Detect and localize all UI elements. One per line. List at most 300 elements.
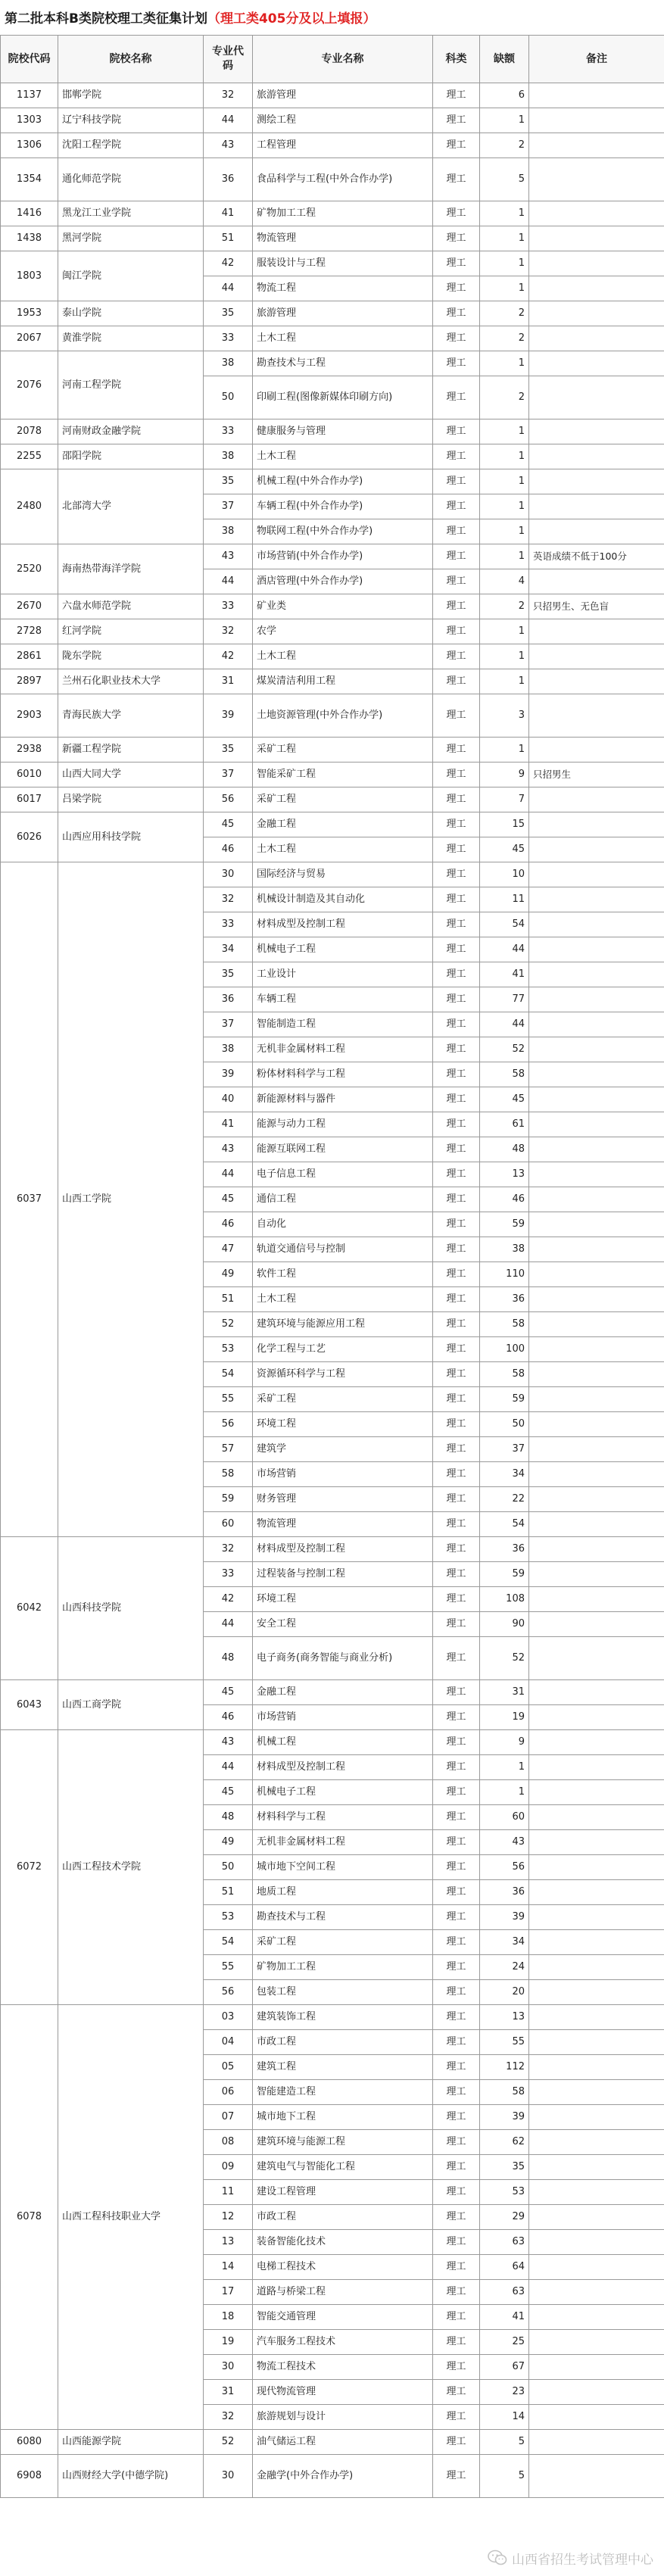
quota-cell: 55 bbox=[480, 2030, 529, 2055]
table-row bbox=[1, 544, 664, 569]
table-row bbox=[1, 644, 664, 669]
quota-cell: 45 bbox=[480, 1087, 529, 1112]
major-code-cell: 50 bbox=[204, 1855, 253, 1880]
major-name-cell: 工程管理 bbox=[253, 133, 433, 158]
subject-cell: 理工 bbox=[433, 1312, 480, 1337]
subject-cell: 理工 bbox=[433, 1487, 480, 1512]
subject-cell: 理工 bbox=[433, 787, 480, 812]
major-name-cell: 金融工程 bbox=[253, 812, 433, 837]
subject-cell: 理工 bbox=[433, 1830, 480, 1855]
school-name-cell: 河南工程学院 bbox=[58, 351, 204, 419]
subject-cell: 理工 bbox=[433, 2355, 480, 2380]
table-row bbox=[1, 1680, 664, 1705]
quota-cell: 34 bbox=[480, 1930, 529, 1955]
note-cell bbox=[529, 2105, 664, 2130]
major-code-cell: 06 bbox=[204, 2080, 253, 2105]
quota-cell: 41 bbox=[480, 962, 529, 987]
note-cell bbox=[529, 1537, 664, 1562]
school-name-cell: 黑河学院 bbox=[58, 226, 204, 251]
major-code-cell: 50 bbox=[204, 376, 253, 419]
page-title-highlight: （理工类405分及以上填报） bbox=[207, 11, 376, 27]
note-cell bbox=[529, 912, 664, 937]
table-row bbox=[1, 469, 664, 494]
major-name-cell: 物流管理 bbox=[253, 226, 433, 251]
note-cell bbox=[529, 301, 664, 326]
major-name-cell: 过程装备与控制工程 bbox=[253, 1562, 433, 1587]
major-name-cell: 测绘工程 bbox=[253, 108, 433, 133]
school-code-cell: 6908 bbox=[1, 2455, 58, 2498]
quota-cell: 52 bbox=[480, 1037, 529, 1062]
subject-cell: 理工 bbox=[433, 2155, 480, 2180]
table-row bbox=[1, 812, 664, 837]
major-code-cell: 37 bbox=[204, 494, 253, 519]
major-code-cell: 13 bbox=[204, 2230, 253, 2255]
table-row bbox=[1, 251, 664, 276]
subject-cell: 理工 bbox=[433, 226, 480, 251]
major-name-cell: 物流工程 bbox=[253, 276, 433, 301]
school-name-cell: 新疆工程学院 bbox=[58, 738, 204, 763]
major-name-cell: 能源互联网工程 bbox=[253, 1137, 433, 1162]
major-code-cell: 44 bbox=[204, 1612, 253, 1637]
major-code-cell: 45 bbox=[204, 1680, 253, 1705]
quota-cell: 34 bbox=[480, 1462, 529, 1487]
major-name-cell: 土木工程 bbox=[253, 644, 433, 669]
quota-cell: 100 bbox=[480, 1337, 529, 1362]
quota-cell: 46 bbox=[480, 1187, 529, 1212]
major-code-cell: 53 bbox=[204, 1337, 253, 1362]
quota-cell: 9 bbox=[480, 763, 529, 787]
page-title bbox=[5, 6, 376, 32]
major-code-cell: 31 bbox=[204, 669, 253, 694]
admission-plan-table bbox=[0, 35, 664, 2498]
subject-cell: 理工 bbox=[433, 2030, 480, 2055]
major-code-cell: 34 bbox=[204, 937, 253, 962]
major-code-cell: 05 bbox=[204, 2055, 253, 2080]
note-cell bbox=[529, 419, 664, 444]
major-code-cell: 56 bbox=[204, 787, 253, 812]
subject-cell: 理工 bbox=[433, 1437, 480, 1462]
subject-cell: 理工 bbox=[433, 2430, 480, 2455]
table-row bbox=[1, 1730, 664, 1755]
major-code-cell: 33 bbox=[204, 326, 253, 351]
major-name-cell: 工业设计 bbox=[253, 962, 433, 987]
note-cell bbox=[529, 1462, 664, 1487]
subject-cell: 理工 bbox=[433, 2330, 480, 2355]
quota-cell: 1 bbox=[480, 201, 529, 226]
major-name-cell: 旅游规划与设计 bbox=[253, 2405, 433, 2430]
school-name-cell: 山西科技学院 bbox=[58, 1537, 204, 1680]
subject-cell: 理工 bbox=[433, 1680, 480, 1705]
major-name-cell: 智能采矿工程 bbox=[253, 763, 433, 787]
table-row bbox=[1, 444, 664, 469]
quota-cell: 22 bbox=[480, 1487, 529, 1512]
watermark-text: 山西省招生考试管理中心 bbox=[512, 2552, 653, 2568]
major-code-cell: 58 bbox=[204, 1462, 253, 1487]
subject-cell: 理工 bbox=[433, 2180, 480, 2205]
major-name-cell: 电子信息工程 bbox=[253, 1162, 433, 1187]
subject-cell: 理工 bbox=[433, 519, 480, 544]
wechat-icon bbox=[488, 2549, 507, 2566]
major-name-cell: 化学工程与工艺 bbox=[253, 1337, 433, 1362]
note-cell bbox=[529, 862, 664, 887]
note-cell bbox=[529, 2005, 664, 2030]
quota-cell: 3 bbox=[480, 694, 529, 738]
note-cell bbox=[529, 2430, 664, 2455]
subject-cell: 理工 bbox=[433, 1037, 480, 1062]
school-code-cell: 6017 bbox=[1, 787, 58, 812]
school-name-cell: 青海民族大学 bbox=[58, 694, 204, 738]
major-name-cell: 市政工程 bbox=[253, 2205, 433, 2230]
subject-cell: 理工 bbox=[433, 1780, 480, 1805]
note-cell: 英语成绩不低于100分 bbox=[529, 544, 664, 569]
note-cell bbox=[529, 1412, 664, 1437]
school-code-cell: 6037 bbox=[1, 862, 58, 1537]
subject-cell: 理工 bbox=[433, 108, 480, 133]
table-row bbox=[1, 201, 664, 226]
major-code-cell: 36 bbox=[204, 987, 253, 1012]
school-name-cell: 山西工程科技职业大学 bbox=[58, 2005, 204, 2430]
subject-cell: 理工 bbox=[433, 1137, 480, 1162]
major-name-cell: 新能源材料与器件 bbox=[253, 1087, 433, 1112]
subject-cell: 理工 bbox=[433, 594, 480, 619]
table-row bbox=[1, 108, 664, 133]
quota-cell: 43 bbox=[480, 1830, 529, 1855]
school-code-cell: 2897 bbox=[1, 669, 58, 694]
major-name-cell: 勘查技术与工程 bbox=[253, 351, 433, 376]
table-row bbox=[1, 619, 664, 644]
note-cell bbox=[529, 494, 664, 519]
subject-cell: 理工 bbox=[433, 1730, 480, 1755]
subject-cell: 理工 bbox=[433, 2230, 480, 2255]
school-name-cell: 邯郸学院 bbox=[58, 83, 204, 108]
major-name-cell: 建筑装饰工程 bbox=[253, 2005, 433, 2030]
subject-cell: 理工 bbox=[433, 1587, 480, 1612]
major-code-cell: 32 bbox=[204, 83, 253, 108]
quota-cell: 2 bbox=[480, 133, 529, 158]
major-code-cell: 44 bbox=[204, 108, 253, 133]
quota-cell: 1 bbox=[480, 469, 529, 494]
major-name-cell: 土地资源管理(中外合作办学) bbox=[253, 694, 433, 738]
major-code-cell: 33 bbox=[204, 594, 253, 619]
major-code-cell: 18 bbox=[204, 2305, 253, 2330]
note-cell bbox=[529, 837, 664, 862]
school-code-cell: 6026 bbox=[1, 812, 58, 862]
subject-cell: 理工 bbox=[433, 2205, 480, 2230]
major-code-cell: 42 bbox=[204, 251, 253, 276]
major-code-cell: 45 bbox=[204, 1187, 253, 1212]
major-name-cell: 建设工程管理 bbox=[253, 2180, 433, 2205]
subject-cell: 理工 bbox=[433, 376, 480, 419]
major-name-cell: 智能交通管理 bbox=[253, 2305, 433, 2330]
major-code-cell: 07 bbox=[204, 2105, 253, 2130]
major-name-cell: 食品科学与工程(中外合作办学) bbox=[253, 158, 433, 201]
major-code-cell: 60 bbox=[204, 1512, 253, 1537]
quota-cell: 9 bbox=[480, 1730, 529, 1755]
major-name-cell: 金融学(中外合作办学) bbox=[253, 2455, 433, 2498]
note-cell bbox=[529, 1212, 664, 1237]
quota-cell: 13 bbox=[480, 1162, 529, 1187]
note-cell bbox=[529, 987, 664, 1012]
note-cell bbox=[529, 108, 664, 133]
quota-cell: 90 bbox=[480, 1612, 529, 1637]
school-code-cell: 2480 bbox=[1, 469, 58, 544]
school-code-cell: 1303 bbox=[1, 108, 58, 133]
major-name-cell: 车辆工程 bbox=[253, 987, 433, 1012]
subject-cell: 理工 bbox=[433, 2455, 480, 2498]
major-name-cell: 酒店管理(中外合作办学) bbox=[253, 569, 433, 594]
major-code-cell: 48 bbox=[204, 1637, 253, 1680]
major-name-cell: 机械电子工程 bbox=[253, 937, 433, 962]
quota-cell: 4 bbox=[480, 569, 529, 594]
subject-cell: 理工 bbox=[433, 1930, 480, 1955]
subject-cell: 理工 bbox=[433, 1462, 480, 1487]
note-cell bbox=[529, 2380, 664, 2405]
major-code-cell: 32 bbox=[204, 887, 253, 912]
major-name-cell: 物流工程技术 bbox=[253, 2355, 433, 2380]
major-name-cell: 旅游管理 bbox=[253, 301, 433, 326]
major-code-cell: 38 bbox=[204, 519, 253, 544]
subject-cell: 理工 bbox=[433, 2055, 480, 2080]
major-name-cell: 无机非金属材料工程 bbox=[253, 1037, 433, 1062]
note-cell bbox=[529, 1612, 664, 1637]
table-row bbox=[1, 351, 664, 376]
quota-cell: 58 bbox=[480, 2080, 529, 2105]
subject-cell: 理工 bbox=[433, 1087, 480, 1112]
table-row bbox=[1, 133, 664, 158]
table-row bbox=[1, 669, 664, 694]
table-row bbox=[1, 694, 664, 738]
school-code-cell: 2520 bbox=[1, 544, 58, 594]
note-cell bbox=[529, 83, 664, 108]
subject-cell: 理工 bbox=[433, 133, 480, 158]
major-code-cell: 56 bbox=[204, 1412, 253, 1437]
subject-cell: 理工 bbox=[433, 1287, 480, 1312]
quota-cell: 44 bbox=[480, 1012, 529, 1037]
note-cell bbox=[529, 1087, 664, 1112]
note-cell bbox=[529, 1562, 664, 1587]
subject-cell: 理工 bbox=[433, 644, 480, 669]
major-name-cell: 建筑电气与智能化工程 bbox=[253, 2155, 433, 2180]
subject-cell: 理工 bbox=[433, 1362, 480, 1387]
school-name-cell: 通化师范学院 bbox=[58, 158, 204, 201]
table-row bbox=[1, 2005, 664, 2030]
quota-cell: 1 bbox=[480, 544, 529, 569]
subject-cell: 理工 bbox=[433, 2405, 480, 2430]
quota-cell: 108 bbox=[480, 1587, 529, 1612]
school-code-cell: 6010 bbox=[1, 763, 58, 787]
note-cell bbox=[529, 1237, 664, 1262]
quota-cell: 60 bbox=[480, 1805, 529, 1830]
header-major-name: 专业名称 bbox=[253, 36, 433, 83]
major-code-cell: 46 bbox=[204, 1705, 253, 1730]
major-code-cell: 32 bbox=[204, 619, 253, 644]
quota-cell: 63 bbox=[480, 2280, 529, 2305]
subject-cell: 理工 bbox=[433, 1880, 480, 1905]
subject-cell: 理工 bbox=[433, 2005, 480, 2030]
school-name-cell: 黑龙江工业学院 bbox=[58, 201, 204, 226]
note-cell bbox=[529, 1487, 664, 1512]
note-cell bbox=[529, 1905, 664, 1930]
major-name-cell: 服装设计与工程 bbox=[253, 251, 433, 276]
school-name-cell: 辽宁科技学院 bbox=[58, 108, 204, 133]
quota-cell: 59 bbox=[480, 1562, 529, 1587]
major-name-cell: 装备智能化技术 bbox=[253, 2230, 433, 2255]
major-code-cell: 35 bbox=[204, 962, 253, 987]
major-code-cell: 54 bbox=[204, 1362, 253, 1387]
major-name-cell: 道路与桥梁工程 bbox=[253, 2280, 433, 2305]
note-cell bbox=[529, 444, 664, 469]
school-name-cell: 北部湾大学 bbox=[58, 469, 204, 544]
major-code-cell: 55 bbox=[204, 1955, 253, 1980]
major-name-cell: 土木工程 bbox=[253, 326, 433, 351]
major-code-cell: 38 bbox=[204, 444, 253, 469]
major-code-cell: 19 bbox=[204, 2330, 253, 2355]
major-code-cell: 45 bbox=[204, 812, 253, 837]
subject-cell: 理工 bbox=[433, 1187, 480, 1212]
major-name-cell: 智能制造工程 bbox=[253, 1012, 433, 1037]
note-cell bbox=[529, 376, 664, 419]
quota-cell: 1 bbox=[480, 619, 529, 644]
major-name-cell: 机械电子工程 bbox=[253, 1780, 433, 1805]
major-name-cell: 电梯工程技术 bbox=[253, 2255, 433, 2280]
quota-cell: 2 bbox=[480, 326, 529, 351]
subject-cell: 理工 bbox=[433, 1537, 480, 1562]
school-code-cell: 1137 bbox=[1, 83, 58, 108]
quota-cell: 1 bbox=[480, 1755, 529, 1780]
quota-cell: 5 bbox=[480, 2455, 529, 2498]
major-name-cell: 机械工程(中外合作办学) bbox=[253, 469, 433, 494]
subject-cell: 理工 bbox=[433, 1212, 480, 1237]
subject-cell: 理工 bbox=[433, 862, 480, 887]
quota-cell: 13 bbox=[480, 2005, 529, 2030]
note-cell bbox=[529, 226, 664, 251]
major-name-cell: 建筑学 bbox=[253, 1437, 433, 1462]
major-code-cell: 52 bbox=[204, 2430, 253, 2455]
major-name-cell: 材料成型及控制工程 bbox=[253, 912, 433, 937]
major-name-cell: 材料成型及控制工程 bbox=[253, 1755, 433, 1780]
subject-cell: 理工 bbox=[433, 1612, 480, 1637]
subject-cell: 理工 bbox=[433, 83, 480, 108]
quota-cell: 37 bbox=[480, 1437, 529, 1462]
school-name-cell: 海南热带海洋学院 bbox=[58, 544, 204, 594]
major-name-cell: 财务管理 bbox=[253, 1487, 433, 1512]
quota-cell: 24 bbox=[480, 1955, 529, 1980]
table-row bbox=[1, 862, 664, 887]
major-code-cell: 36 bbox=[204, 158, 253, 201]
subject-cell: 理工 bbox=[433, 419, 480, 444]
quota-cell: 1 bbox=[480, 351, 529, 376]
subject-cell: 理工 bbox=[433, 2130, 480, 2155]
major-name-cell: 金融工程 bbox=[253, 1680, 433, 1705]
school-name-cell: 河南财政金融学院 bbox=[58, 419, 204, 444]
header-school-name: 院校名称 bbox=[58, 36, 204, 83]
note-cell bbox=[529, 326, 664, 351]
note-cell bbox=[529, 158, 664, 201]
school-name-cell: 山西工程技术学院 bbox=[58, 1730, 204, 2005]
note-cell bbox=[529, 1062, 664, 1087]
major-name-cell: 轨道交通信号与控制 bbox=[253, 1237, 433, 1262]
school-code-cell: 1953 bbox=[1, 301, 58, 326]
note-cell bbox=[529, 1312, 664, 1337]
school-code-cell: 2728 bbox=[1, 619, 58, 644]
subject-cell: 理工 bbox=[433, 469, 480, 494]
major-name-cell: 环境工程 bbox=[253, 1412, 433, 1437]
note-cell bbox=[529, 2405, 664, 2430]
table-row bbox=[1, 1537, 664, 1562]
quota-cell: 53 bbox=[480, 2180, 529, 2205]
major-code-cell: 43 bbox=[204, 1137, 253, 1162]
subject-cell: 理工 bbox=[433, 837, 480, 862]
major-code-cell: 49 bbox=[204, 1262, 253, 1287]
school-name-cell: 吕梁学院 bbox=[58, 787, 204, 812]
quota-cell: 56 bbox=[480, 1855, 529, 1880]
quota-cell: 1 bbox=[480, 251, 529, 276]
note-cell bbox=[529, 1187, 664, 1212]
table-row bbox=[1, 158, 664, 201]
major-code-cell: 30 bbox=[204, 2455, 253, 2498]
note-cell bbox=[529, 644, 664, 669]
quota-cell: 10 bbox=[480, 862, 529, 887]
subject-cell: 理工 bbox=[433, 301, 480, 326]
quota-cell: 110 bbox=[480, 1262, 529, 1287]
table-row bbox=[1, 301, 664, 326]
major-code-cell: 17 bbox=[204, 2280, 253, 2305]
note-cell bbox=[529, 2280, 664, 2305]
major-code-cell: 08 bbox=[204, 2130, 253, 2155]
note-cell bbox=[529, 2355, 664, 2380]
subject-cell: 理工 bbox=[433, 1755, 480, 1780]
table-row bbox=[1, 738, 664, 763]
major-code-cell: 44 bbox=[204, 1755, 253, 1780]
note-cell bbox=[529, 738, 664, 763]
subject-cell: 理工 bbox=[433, 912, 480, 937]
major-code-cell: 35 bbox=[204, 469, 253, 494]
subject-cell: 理工 bbox=[433, 1512, 480, 1537]
school-code-cell: 6043 bbox=[1, 1680, 58, 1730]
major-code-cell: 54 bbox=[204, 1930, 253, 1955]
note-cell bbox=[529, 1012, 664, 1037]
subject-cell: 理工 bbox=[433, 276, 480, 301]
school-code-cell: 2255 bbox=[1, 444, 58, 469]
note-cell bbox=[529, 1162, 664, 1187]
school-code-cell: 2861 bbox=[1, 644, 58, 669]
subject-cell: 理工 bbox=[433, 763, 480, 787]
note-cell bbox=[529, 2055, 664, 2080]
subject-cell: 理工 bbox=[433, 987, 480, 1012]
quota-cell: 1 bbox=[480, 519, 529, 544]
major-name-cell: 机械设计制造及其自动化 bbox=[253, 887, 433, 912]
note-cell bbox=[529, 2155, 664, 2180]
quota-cell: 1 bbox=[480, 444, 529, 469]
note-cell bbox=[529, 812, 664, 837]
note-cell bbox=[529, 201, 664, 226]
quota-cell: 58 bbox=[480, 1312, 529, 1337]
major-name-cell: 农学 bbox=[253, 619, 433, 644]
note-cell bbox=[529, 1387, 664, 1412]
subject-cell: 理工 bbox=[433, 669, 480, 694]
major-name-cell: 现代物流管理 bbox=[253, 2380, 433, 2405]
major-name-cell: 材料成型及控制工程 bbox=[253, 1537, 433, 1562]
school-code-cell: 2903 bbox=[1, 694, 58, 738]
subject-cell: 理工 bbox=[433, 1562, 480, 1587]
major-code-cell: 49 bbox=[204, 1830, 253, 1855]
quota-cell: 15 bbox=[480, 812, 529, 837]
major-code-cell: 31 bbox=[204, 2380, 253, 2405]
quota-cell: 54 bbox=[480, 1512, 529, 1537]
table-row bbox=[1, 2455, 664, 2498]
quota-cell: 29 bbox=[480, 2205, 529, 2230]
note-cell bbox=[529, 2305, 664, 2330]
